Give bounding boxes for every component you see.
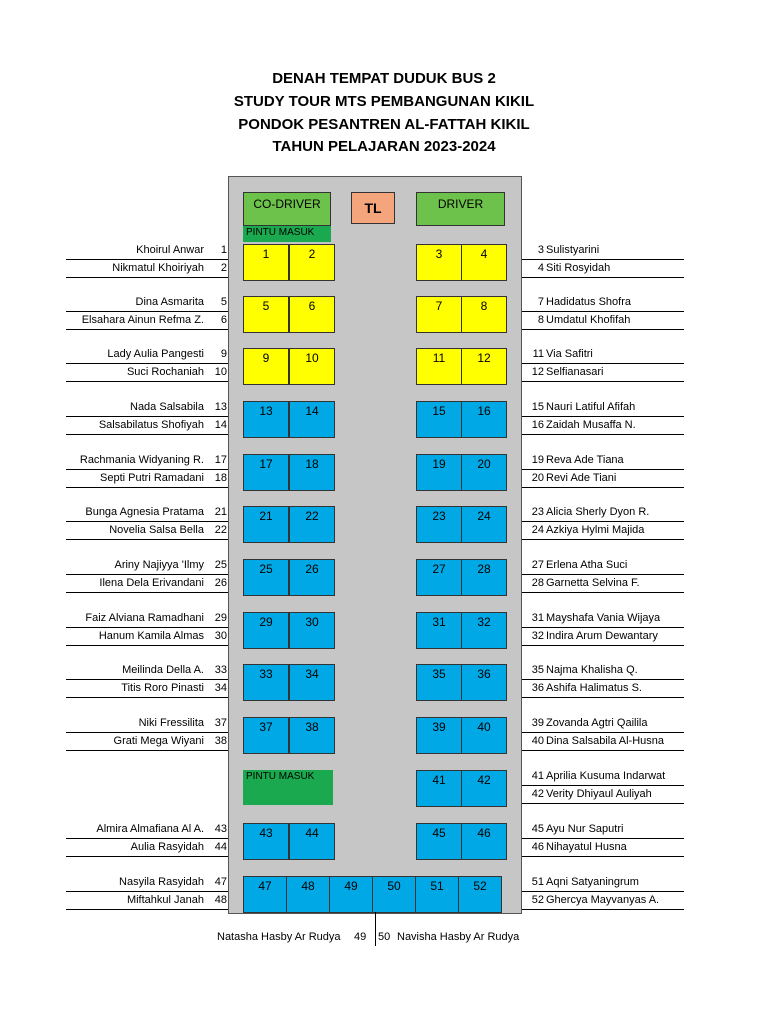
bottom-right-name: Navisha Hasby Ar Rudya [397,931,520,943]
title-line-3: PONDOK PESANTREN AL-FATTAH KIKIL [238,116,530,133]
divider-line-right [522,487,684,488]
divider-line-left [66,469,228,470]
seat-43: 43 [243,823,289,860]
seat-number-left: 13 [214,401,227,413]
seat-21: 21 [243,506,289,543]
divider-line-left [66,329,228,330]
divider-line-left [66,645,228,646]
passenger-name-left: Elsahara Ainun Refma Z. [81,314,204,326]
passenger-name-left: Novelia Salsa Bella [109,524,204,536]
divider-line-left [66,311,228,312]
seat-29: 29 [243,612,289,649]
seat-number-right: 51 [531,876,544,888]
seat-number-right: 35 [531,664,544,676]
passenger-name-right: Verity Dhiyaul Auliyah [546,788,652,800]
passenger-name-left: Salsabilatus Shofiyah [98,419,204,431]
passenger-name-left: Ariny Najiyya 'Ilmy [114,559,204,571]
divider-line-left [66,574,228,575]
seat-51: 51 [415,876,459,913]
passenger-name-left: Niki Fressilita [138,717,204,729]
seat-number-left: 44 [214,841,227,853]
passenger-name-right: Hadidatus Shofra [546,296,631,308]
passenger-name-left: Ilena Dela Erivandani [99,577,204,589]
seat-28: 28 [461,559,507,596]
seat-number-left: 9 [220,348,227,360]
co-driver-seat: CO-DRIVER [243,192,331,226]
passenger-name-right: Garnetta Selvina F. [546,577,640,589]
divider-line-right [522,469,684,470]
divider-line-right [522,521,684,522]
bottom-divider [375,912,376,946]
seat-44: 44 [289,823,335,860]
divider-line-right [522,750,684,751]
seat-number-left: 33 [214,664,227,676]
divider-line-right [522,785,684,786]
seat-3: 3 [416,244,462,281]
tl-seat: TL [351,192,395,224]
seat-23: 23 [416,506,462,543]
seat-number-left: 25 [214,559,227,571]
seat-18: 18 [289,454,335,491]
seat-number-right: 28 [531,577,544,589]
seat-number-right: 19 [531,454,544,466]
divider-line-right [522,645,684,646]
passenger-name-right: Ashifa Halimatus S. [546,682,642,694]
passenger-name-left: Hanum Kamila Almas [98,630,204,642]
divider-line-left [66,627,228,628]
seat-number-right: 24 [531,524,544,536]
passenger-name-left: Titis Roro Pinasti [121,682,204,694]
seat-1: 1 [243,244,289,281]
divider-line-left [66,539,228,540]
divider-line-right [522,838,684,839]
seat-number-right: 7 [537,296,544,308]
seat-30: 30 [289,612,335,649]
seat-47: 47 [243,876,287,913]
passenger-name-right: Nauri Latiful Afifah [546,401,636,413]
passenger-name-right: Nihayatul Husna [546,841,627,853]
passenger-name-left: Suci Rochaniah [126,366,204,378]
divider-line-right [522,856,684,857]
divider-line-right [522,592,684,593]
seat-number-left: 1 [220,244,227,256]
seat-24: 24 [461,506,507,543]
seat-number-right: 52 [531,894,544,906]
passenger-name-right: Zaidah Musaffa N. [546,419,636,431]
divider-line-left [66,679,228,680]
seat-45: 45 [416,823,462,860]
passenger-name-left: Nasyila Rasyidah [119,876,204,888]
seat-33: 33 [243,664,289,701]
passenger-name-right: Erlena Atha Suci [546,559,628,571]
seat-50: 50 [372,876,416,913]
seat-number-right: 39 [531,717,544,729]
seat-number-right: 11 [532,348,544,360]
passenger-name-right: Sulistyarini [546,244,600,256]
passenger-name-left: Grati Mega Wiyani [113,735,204,747]
seat-13: 13 [243,401,289,438]
seat-number-left: 34 [214,682,227,694]
divider-line-left [66,416,228,417]
passenger-name-right: Alicia Sherly Dyon R. [546,506,650,518]
seat-15: 15 [416,401,462,438]
seat-number-left: 21 [214,506,227,518]
divider-line-left [66,277,228,278]
entrance-door-front: PINTU MASUK [243,226,331,242]
divider-line-right [522,732,684,733]
seat-number-left: 29 [214,612,227,624]
passenger-name-right: Mayshafa Vania Wijaya [546,612,661,624]
bottom-right-num: 50 [378,931,391,943]
divider-line-left [66,856,228,857]
seat-14: 14 [289,401,335,438]
seat-number-right: 16 [531,419,544,431]
seat-9: 9 [243,348,289,385]
divider-line-left [66,732,228,733]
passenger-name-right: Via Safitri [546,348,593,360]
seat-number-right: 45 [531,823,544,835]
seat-52: 52 [458,876,502,913]
divider-line-left [66,363,228,364]
seat-2: 2 [289,244,335,281]
seat-11: 11 [416,348,462,385]
seat-10: 10 [289,348,335,385]
passenger-name-left: Septi Putri Ramadani [100,472,204,484]
passenger-name-right: Dina Salsabila Al-Husna [546,735,665,747]
seat-number-left: 38 [214,735,227,747]
seat-number-right: 31 [531,612,544,624]
divider-line-right [522,259,684,260]
seat-46: 46 [461,823,507,860]
passenger-name-left: Aulia Rasyidah [130,841,204,853]
divider-line-right [522,539,684,540]
title-line-1: DENAH TEMPAT DUDUK BUS 2 [272,70,496,87]
divider-line-left [66,259,228,260]
seat-32: 32 [461,612,507,649]
seat-number-right: 23 [531,506,544,518]
divider-line-right [522,697,684,698]
seat-number-right: 4 [537,262,544,274]
seat-number-left: 14 [214,419,227,431]
seat-16: 16 [461,401,507,438]
seat-number-left: 48 [214,894,227,906]
passenger-name-right: Siti Rosyidah [546,262,611,274]
seat-36: 36 [461,664,507,701]
seat-number-right: 20 [531,472,544,484]
seat-number-left: 43 [214,823,227,835]
divider-line-right [522,363,684,364]
passenger-name-right: Revi Ade Tiani [546,472,617,484]
passenger-name-right: Azkiya Hylmi Majida [546,524,645,536]
divider-line-right [522,891,684,892]
seat-number-left: 26 [214,577,227,589]
divider-line-left [66,521,228,522]
seat-25: 25 [243,559,289,596]
seat-number-left: 18 [214,472,227,484]
passenger-name-right: Najma Khalisha Q. [546,664,638,676]
divider-line-right [522,311,684,312]
divider-line-left [66,891,228,892]
divider-line-right [522,909,684,910]
seat-number-left: 6 [220,314,227,326]
seat-number-left: 10 [214,366,227,378]
seat-17: 17 [243,454,289,491]
divider-line-left [66,838,228,839]
passenger-name-right: Zovanda Agtri Qailila [546,717,648,729]
seat-number-right: 27 [531,559,544,571]
divider-line-left [66,434,228,435]
divider-line-left [66,381,228,382]
passenger-name-right: Reva Ade Tiana [546,454,624,466]
passenger-name-left: Rachmania Widyaning R. [79,454,204,466]
seat-number-right: 8 [537,314,544,326]
passenger-name-right: Ayu Nur Saputri [546,823,624,835]
bottom-left-name: Natasha Hasby Ar Rudya [217,931,341,943]
divider-line-right [522,381,684,382]
seat-number-left: 22 [214,524,227,536]
passenger-name-right: Ghercya Mayvanyas A. [546,894,660,906]
bottom-left-num: 49 [354,931,367,943]
passenger-name-right: Selfianasari [546,366,604,378]
divider-line-right [522,329,684,330]
seat-6: 6 [289,296,335,333]
divider-line-left [66,909,228,910]
seat-22: 22 [289,506,335,543]
title-line-2: STUDY TOUR MTS PEMBANGUNAN KIKIL [233,93,535,110]
seat-26: 26 [289,559,335,596]
passenger-name-left: Almira Almafiana Al A. [96,823,204,835]
seat-number-right: 12 [531,366,544,378]
divider-line-right [522,574,684,575]
seat-12: 12 [461,348,507,385]
passenger-name-right: Umdatul Khofifah [546,314,631,326]
driver-seat: DRIVER [416,192,505,226]
seat-number-right: 32 [531,630,544,642]
passenger-name-left: Miftahkul Janah [126,894,204,906]
seat-number-right: 15 [531,401,544,413]
passenger-name-right: Aprilia Kusuma Indarwat [546,770,666,782]
title-line-4: TAHUN PELAJARAN 2023-2024 [272,138,496,155]
passenger-name-left: Meilinda Della A. [122,664,204,676]
seat-34: 34 [289,664,335,701]
divider-line-left [66,592,228,593]
passenger-name-left: Lady Aulia Pangesti [107,348,204,360]
entrance-door-middle: PINTU MASUK [243,770,333,805]
seat-number-left: 5 [220,296,227,308]
passenger-name-left: Dina Asmarita [135,296,204,308]
divider-line-left [66,750,228,751]
seat-7: 7 [416,296,462,333]
seat-number-right: 40 [531,735,544,747]
divider-line-right [522,434,684,435]
seat-number-right: 41 [531,770,544,782]
seat-number-right: 3 [537,244,544,256]
seat-4: 4 [461,244,507,281]
seat-38: 38 [289,717,335,754]
seat-number-right: 36 [531,682,544,694]
seat-number-right: 46 [531,841,544,853]
seat-41: 41 [416,770,462,807]
seat-27: 27 [416,559,462,596]
seat-number-left: 30 [214,630,227,642]
divider-line-right [522,679,684,680]
seat-37: 37 [243,717,289,754]
seat-48: 48 [286,876,330,913]
seat-39: 39 [416,717,462,754]
seat-number-left: 37 [214,717,227,729]
divider-line-left [66,697,228,698]
seat-42: 42 [461,770,507,807]
seat-number-left: 2 [220,262,227,274]
seat-19: 19 [416,454,462,491]
passenger-name-right: Aqni Satyaningrum [546,876,639,888]
seat-number-left: 47 [214,876,227,888]
passenger-name-right: Indira Arum Dewantary [546,630,658,642]
divider-line-right [522,416,684,417]
divider-line-right [522,627,684,628]
seat-20: 20 [461,454,507,491]
seat-number-left: 17 [214,454,227,466]
passenger-name-left: Bunga Agnesia Pratama [85,506,204,518]
passenger-name-left: Nada Salsabila [130,401,204,413]
divider-line-right [522,277,684,278]
seat-8: 8 [461,296,507,333]
seat-31: 31 [416,612,462,649]
seat-5: 5 [243,296,289,333]
seat-35: 35 [416,664,462,701]
seat-40: 40 [461,717,507,754]
passenger-name-left: Khoirul Anwar [136,244,204,256]
seat-number-right: 42 [531,788,544,800]
passenger-name-left: Faiz Alviana Ramadhani [85,612,204,624]
passenger-name-left: Nikmatul Khoiriyah [112,262,204,274]
divider-line-left [66,487,228,488]
seat-49: 49 [329,876,373,913]
divider-line-right [522,803,684,804]
